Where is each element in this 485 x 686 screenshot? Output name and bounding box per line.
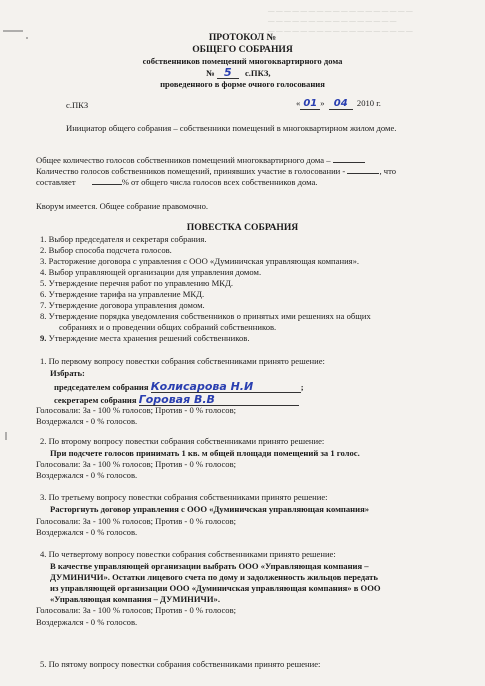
bleed-through-text: — — — — — — — — — — — — — — — — bbox=[268, 18, 397, 25]
q5-heading: 5. По пятому вопросу повестки собрания собственниками принято решение: bbox=[40, 659, 321, 669]
chair-name-handwritten: Колисарова Н.И bbox=[151, 381, 301, 393]
q1-heading: 1. По первому вопросу повестки собрания собственниками принято решение: bbox=[40, 356, 325, 366]
bleed-through-text: — — — — — — — — — — — — — — — — — — bbox=[268, 28, 413, 35]
agenda-item: 4. Выбор управляющей организации для управления домом. bbox=[40, 267, 262, 277]
q4-decision-line: В качестве управляющей организации выбрать ООО «Управляющая компания – bbox=[50, 561, 369, 571]
quorum-text: Кворум имеется. Общее собрание правомочно. bbox=[36, 201, 209, 211]
q1-secretary-line: секретарем собрания Горовая В.В bbox=[54, 394, 299, 406]
month-handwritten: 04 bbox=[329, 99, 353, 110]
agenda-item: 6. Утверждение тарифа на управление МКД. bbox=[40, 289, 205, 299]
meeting-title: ОБЩЕГО СОБРАНИЯ bbox=[192, 44, 293, 55]
q2-heading: 2. По второму вопросу повестки собрания собственниками принято решение: bbox=[40, 436, 325, 446]
agenda-item: 2. Выбор способа подсчета голосов. bbox=[40, 245, 172, 255]
punch-hole-mark bbox=[5, 432, 7, 440]
percent-blank bbox=[92, 184, 122, 185]
q4-decision-line: ДУМИНИЧИ». Остатки лицевого счета по дому и задолженность жильцов передать bbox=[50, 572, 378, 582]
q1-abstain: Воздержался - 0 % голосов. bbox=[36, 416, 138, 426]
total-votes-line: Общее количество голосов собственников помещений многоквартирного дома – bbox=[36, 156, 365, 165]
q3-abstain: Воздержался - 0 % голосов. bbox=[36, 527, 138, 537]
q3-votes: Голосовали: За - 100 % голосов; Против - 0 % голосов; bbox=[36, 516, 237, 526]
house-number-line bbox=[206, 67, 271, 79]
q2-votes: Голосовали: За - 100 % голосов; Против - 0 % голосов; bbox=[36, 459, 237, 469]
secretary-name-handwritten: Горовая В.В bbox=[139, 394, 299, 406]
q3-heading: 3. По третьему вопросу повестки собрания собственниками принято решение: bbox=[40, 492, 328, 502]
q4-votes: Голосовали: За - 100 % голосов; Против - 0 % голосов; bbox=[36, 605, 237, 615]
q1-votes: Голосовали: За - 100 % голосов; Против - 0 % голосов; bbox=[36, 405, 237, 415]
present-votes-line: Количество голосов собственников помещений, принявших участие в голосовании - , что bbox=[36, 166, 397, 176]
q4-decision-line: из управляющей организации ООО «Думиничская управляющая компания» в ООО bbox=[50, 583, 381, 593]
q4-abstain: Воздержался - 0 % голосов. bbox=[36, 617, 138, 627]
agenda-item: 5. Утверждение перечня работ по управлению МКД. bbox=[40, 278, 234, 288]
q1-chair-line: председателем собрания Колисарова Н.И ; bbox=[54, 380, 304, 393]
date-line: « 01 » 04 2010 г. bbox=[296, 98, 381, 109]
place: с.ПКЗ bbox=[66, 100, 89, 110]
number-sign: № bbox=[206, 68, 215, 78]
scan-mark-dash bbox=[3, 30, 23, 32]
agenda-title: ПОВЕСТКА СОБРАНИЯ bbox=[186, 222, 299, 233]
year: 2010 г. bbox=[356, 98, 381, 108]
agenda-item-continuation: собраниях и о проведении общих собраний собственников. bbox=[59, 322, 277, 332]
q2-abstain: Воздержался - 0 % голосов. bbox=[36, 470, 138, 480]
percent-line: составляет % от общего числа голосов всех собственников дома. bbox=[36, 177, 318, 187]
agenda-item: 3. Расторжение договора с управления с ООО «Думиничская управляющая компания». bbox=[40, 256, 360, 266]
present-votes-blank bbox=[347, 173, 379, 174]
subtitle: собственников помещений многоквартирного дома bbox=[142, 56, 343, 66]
agenda-item: 8. Утверждение порядка уведомления собственников о принятых ими решениях на общих bbox=[40, 311, 371, 321]
village-name: с.ПКЗ, bbox=[244, 68, 271, 78]
day-handwritten: 01 bbox=[300, 99, 320, 110]
q4-decision-line: «Управляющая компания – ДУМИНИЧИ». bbox=[50, 594, 220, 604]
q1-elect: Избрать: bbox=[50, 368, 85, 378]
total-votes-blank bbox=[333, 162, 365, 163]
agenda-item: 7. Утверждение договора управления домом. bbox=[40, 300, 205, 310]
q2-decision: При подсчете голосов принимать 1 кв. м общей площади помещений за 1 голос. bbox=[50, 448, 360, 458]
initiator-text: Инициатор общего собрания – собственники помещений в многоквартирном жилом доме. bbox=[66, 123, 397, 133]
protocol-title: ПРОТОКОЛ № bbox=[208, 32, 277, 43]
agenda-item: 9. Утверждение места хранения решений собственников. bbox=[40, 333, 250, 343]
bleed-through-text: — — — — — — — — — — — — — — — — — — bbox=[268, 8, 413, 15]
q3-decision: Расторгнуть договор управления с ООО «Думиничская управляющая компания» bbox=[50, 504, 370, 514]
q4-heading: 4. По четвертому вопросу повестки собрания собственниками принято решение: bbox=[40, 549, 336, 559]
voting-form-line: проведенного в форме очного голосования bbox=[160, 79, 325, 89]
agenda-item: 1. Выбор председателя и секретаря собрания. bbox=[40, 234, 207, 244]
house-number-handwritten: 5 bbox=[217, 67, 239, 79]
